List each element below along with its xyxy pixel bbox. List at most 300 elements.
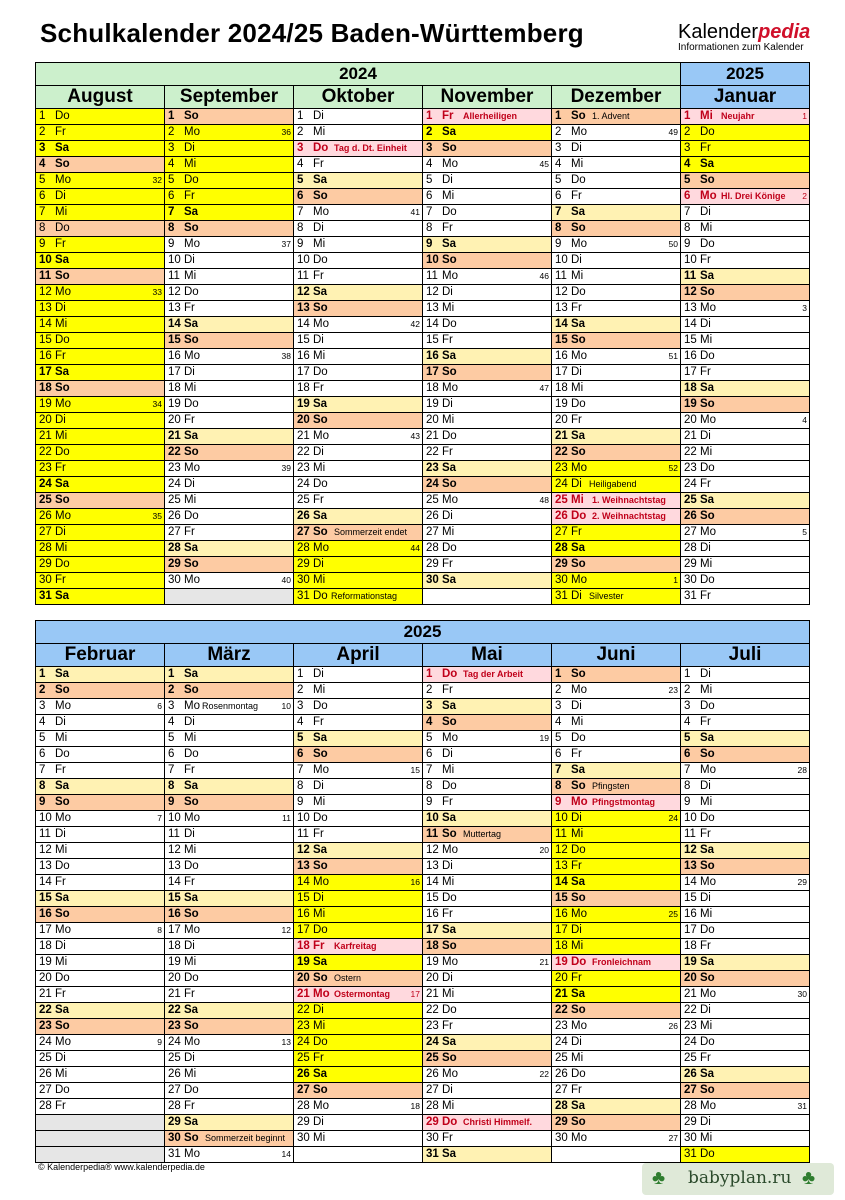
day-cell[interactable] <box>294 333 423 349</box>
day-cell[interactable] <box>165 413 294 429</box>
day-cell[interactable] <box>423 987 552 1003</box>
day-cell[interactable] <box>681 493 810 509</box>
day-cell[interactable] <box>552 477 681 493</box>
day-cell[interactable] <box>423 365 552 381</box>
day-cell[interactable] <box>552 253 681 269</box>
day-cell[interactable] <box>36 683 165 699</box>
day-cell[interactable] <box>36 557 165 573</box>
day-cell[interactable] <box>36 859 165 875</box>
day-cell[interactable] <box>36 525 165 541</box>
day-cell[interactable] <box>552 763 681 779</box>
day-cell[interactable] <box>36 1067 165 1083</box>
day-cell[interactable] <box>36 1035 165 1051</box>
day-cell[interactable] <box>681 1019 810 1035</box>
day-cell[interactable] <box>165 301 294 317</box>
day-cell[interactable] <box>681 875 810 891</box>
day-cell[interactable] <box>36 987 165 1003</box>
day-cell[interactable] <box>294 1051 423 1067</box>
day-cell[interactable] <box>552 381 681 397</box>
day-cell[interactable] <box>552 1067 681 1083</box>
day-cell[interactable] <box>681 509 810 525</box>
day-cell[interactable] <box>681 205 810 221</box>
day-cell[interactable] <box>423 1019 552 1035</box>
day-cell[interactable] <box>423 795 552 811</box>
day-cell[interactable] <box>165 477 294 493</box>
day-cell[interactable] <box>294 859 423 875</box>
day-cell[interactable] <box>681 1067 810 1083</box>
day-cell[interactable] <box>36 763 165 779</box>
day-cell[interactable] <box>294 923 423 939</box>
day-cell[interactable] <box>423 253 552 269</box>
day-cell[interactable] <box>36 269 165 285</box>
day-cell[interactable] <box>681 763 810 779</box>
day-cell[interactable] <box>552 573 681 589</box>
day-cell[interactable] <box>423 763 552 779</box>
day-cell[interactable] <box>423 205 552 221</box>
day-cell[interactable] <box>294 699 423 715</box>
day-cell[interactable] <box>423 141 552 157</box>
day-cell[interactable] <box>165 955 294 971</box>
day-cell[interactable] <box>423 509 552 525</box>
day-cell[interactable] <box>681 1131 810 1147</box>
day-cell[interactable] <box>681 1035 810 1051</box>
day-cell[interactable] <box>165 1003 294 1019</box>
day-cell[interactable] <box>681 1099 810 1115</box>
day-cell[interactable] <box>681 971 810 987</box>
day-cell[interactable] <box>552 189 681 205</box>
day-cell[interactable] <box>552 1131 681 1147</box>
day-cell[interactable] <box>165 253 294 269</box>
day-cell[interactable] <box>423 477 552 493</box>
day-cell[interactable] <box>36 699 165 715</box>
day-cell[interactable] <box>681 253 810 269</box>
day-cell[interactable] <box>165 349 294 365</box>
day-cell[interactable] <box>165 429 294 445</box>
day-cell[interactable] <box>36 541 165 557</box>
day-cell[interactable] <box>165 779 294 795</box>
day-cell[interactable] <box>36 141 165 157</box>
day-cell[interactable] <box>36 237 165 253</box>
day-cell[interactable] <box>294 971 423 987</box>
day-cell[interactable] <box>552 715 681 731</box>
day-cell[interactable] <box>681 699 810 715</box>
day-cell[interactable] <box>294 413 423 429</box>
day-cell[interactable] <box>165 875 294 891</box>
day-cell[interactable] <box>552 1115 681 1131</box>
day-cell[interactable] <box>552 875 681 891</box>
day-cell[interactable] <box>552 365 681 381</box>
day-cell[interactable] <box>423 971 552 987</box>
day-cell[interactable] <box>294 907 423 923</box>
day-cell[interactable] <box>294 1099 423 1115</box>
day-cell[interactable] <box>423 109 552 125</box>
day-cell[interactable] <box>552 1035 681 1051</box>
day-cell[interactable] <box>36 715 165 731</box>
day-cell[interactable] <box>294 477 423 493</box>
day-cell[interactable] <box>294 205 423 221</box>
day-cell[interactable] <box>36 875 165 891</box>
day-cell[interactable] <box>681 747 810 763</box>
kalenderpedia-logo[interactable] <box>678 22 818 54</box>
day-cell[interactable] <box>294 573 423 589</box>
day-cell[interactable] <box>681 1051 810 1067</box>
day-cell[interactable] <box>294 253 423 269</box>
day-cell[interactable] <box>294 1067 423 1083</box>
day-cell[interactable] <box>423 557 552 573</box>
day-cell[interactable] <box>165 509 294 525</box>
day-cell[interactable] <box>552 779 681 795</box>
day-cell[interactable] <box>552 301 681 317</box>
day-cell[interactable] <box>36 349 165 365</box>
day-cell[interactable] <box>36 221 165 237</box>
day-cell[interactable] <box>681 317 810 333</box>
day-cell[interactable] <box>36 317 165 333</box>
day-cell[interactable] <box>681 285 810 301</box>
day-cell[interactable] <box>165 285 294 301</box>
day-cell[interactable] <box>165 125 294 141</box>
day-cell[interactable] <box>165 1035 294 1051</box>
day-cell[interactable] <box>681 429 810 445</box>
day-cell[interactable] <box>294 365 423 381</box>
day-cell[interactable] <box>552 157 681 173</box>
day-cell[interactable] <box>165 971 294 987</box>
day-cell[interactable] <box>423 221 552 237</box>
day-cell[interactable] <box>165 859 294 875</box>
day-cell[interactable] <box>36 939 165 955</box>
day-cell[interactable] <box>36 413 165 429</box>
day-cell[interactable] <box>552 557 681 573</box>
day-cell[interactable] <box>681 683 810 699</box>
day-cell[interactable] <box>294 1131 423 1147</box>
day-cell[interactable] <box>165 1083 294 1099</box>
day-cell[interactable] <box>294 509 423 525</box>
day-cell[interactable] <box>294 125 423 141</box>
day-cell[interactable] <box>681 573 810 589</box>
day-cell[interactable] <box>423 1003 552 1019</box>
day-cell[interactable] <box>423 1083 552 1099</box>
day-cell[interactable] <box>165 541 294 557</box>
day-cell[interactable] <box>681 445 810 461</box>
day-cell[interactable] <box>294 875 423 891</box>
day-cell[interactable] <box>165 699 294 715</box>
day-cell[interactable] <box>165 907 294 923</box>
day-cell[interactable] <box>681 365 810 381</box>
day-cell[interactable] <box>36 429 165 445</box>
day-cell[interactable] <box>681 173 810 189</box>
day-cell[interactable] <box>165 397 294 413</box>
day-cell[interactable] <box>423 843 552 859</box>
day-cell[interactable] <box>552 445 681 461</box>
day-cell[interactable] <box>681 891 810 907</box>
day-cell[interactable] <box>165 557 294 573</box>
day-cell[interactable] <box>423 285 552 301</box>
day-cell[interactable] <box>423 493 552 509</box>
day-cell[interactable] <box>681 301 810 317</box>
day-cell[interactable] <box>681 827 810 843</box>
day-cell[interactable] <box>552 795 681 811</box>
day-cell[interactable] <box>552 413 681 429</box>
day-cell[interactable] <box>36 253 165 269</box>
day-cell[interactable] <box>165 987 294 1003</box>
day-cell[interactable] <box>552 317 681 333</box>
day-cell[interactable] <box>552 269 681 285</box>
day-cell[interactable] <box>681 955 810 971</box>
day-cell[interactable] <box>423 1115 552 1131</box>
day-cell[interactable] <box>552 461 681 477</box>
day-cell[interactable] <box>165 525 294 541</box>
day-cell[interactable] <box>552 525 681 541</box>
day-cell[interactable] <box>681 189 810 205</box>
day-cell[interactable] <box>165 573 294 589</box>
day-cell[interactable] <box>423 1131 552 1147</box>
day-cell[interactable] <box>165 1019 294 1035</box>
day-cell[interactable] <box>552 285 681 301</box>
day-cell[interactable] <box>681 859 810 875</box>
day-cell[interactable] <box>165 205 294 221</box>
day-cell[interactable] <box>165 445 294 461</box>
day-cell[interactable] <box>681 589 810 605</box>
day-cell[interactable] <box>165 221 294 237</box>
day-cell[interactable] <box>294 445 423 461</box>
day-cell[interactable] <box>552 1003 681 1019</box>
day-cell[interactable] <box>36 573 165 589</box>
day-cell[interactable] <box>423 525 552 541</box>
day-cell[interactable] <box>681 1115 810 1131</box>
day-cell[interactable] <box>165 939 294 955</box>
day-cell[interactable] <box>552 891 681 907</box>
day-cell[interactable] <box>552 907 681 923</box>
day-cell[interactable] <box>423 907 552 923</box>
day-cell[interactable] <box>36 827 165 843</box>
day-cell[interactable] <box>36 205 165 221</box>
day-cell[interactable] <box>36 1003 165 1019</box>
day-cell[interactable] <box>423 811 552 827</box>
day-cell[interactable] <box>294 189 423 205</box>
day-cell[interactable] <box>552 397 681 413</box>
day-cell[interactable] <box>294 317 423 333</box>
day-cell[interactable] <box>36 333 165 349</box>
day-cell[interactable] <box>552 1019 681 1035</box>
day-cell[interactable] <box>552 923 681 939</box>
day-cell[interactable] <box>294 843 423 859</box>
day-cell[interactable] <box>681 843 810 859</box>
day-cell[interactable] <box>36 589 165 605</box>
day-cell[interactable] <box>36 477 165 493</box>
day-cell[interactable] <box>294 939 423 955</box>
day-cell[interactable] <box>423 413 552 429</box>
day-cell[interactable] <box>423 125 552 141</box>
day-cell[interactable] <box>165 493 294 509</box>
day-cell[interactable] <box>552 1051 681 1067</box>
day-cell[interactable] <box>552 971 681 987</box>
day-cell[interactable] <box>681 397 810 413</box>
day-cell[interactable] <box>423 747 552 763</box>
day-cell[interactable] <box>681 1147 810 1163</box>
day-cell[interactable] <box>423 541 552 557</box>
day-cell[interactable] <box>294 269 423 285</box>
day-cell[interactable] <box>165 365 294 381</box>
day-cell[interactable] <box>294 891 423 907</box>
day-cell[interactable] <box>681 221 810 237</box>
day-cell[interactable] <box>36 173 165 189</box>
day-cell[interactable] <box>423 827 552 843</box>
day-cell[interactable] <box>423 1067 552 1083</box>
day-cell[interactable] <box>165 461 294 477</box>
day-cell[interactable] <box>552 843 681 859</box>
day-cell[interactable] <box>681 811 810 827</box>
day-cell[interactable] <box>36 109 165 125</box>
day-cell[interactable] <box>552 747 681 763</box>
day-cell[interactable] <box>36 923 165 939</box>
day-cell[interactable] <box>165 843 294 859</box>
day-cell[interactable] <box>165 715 294 731</box>
day-cell[interactable] <box>165 317 294 333</box>
day-cell[interactable] <box>294 1003 423 1019</box>
day-cell[interactable] <box>552 683 681 699</box>
day-cell[interactable] <box>552 589 681 605</box>
day-cell[interactable] <box>681 461 810 477</box>
day-cell[interactable] <box>36 1083 165 1099</box>
day-cell[interactable] <box>423 317 552 333</box>
day-cell[interactable] <box>681 477 810 493</box>
day-cell[interactable] <box>552 141 681 157</box>
day-cell[interactable] <box>294 141 423 157</box>
day-cell[interactable] <box>552 699 681 715</box>
day-cell[interactable] <box>294 429 423 445</box>
day-cell[interactable] <box>165 795 294 811</box>
day-cell[interactable] <box>36 493 165 509</box>
day-cell[interactable] <box>294 109 423 125</box>
day-cell[interactable] <box>165 237 294 253</box>
day-cell[interactable] <box>36 285 165 301</box>
day-cell[interactable] <box>165 1147 294 1163</box>
day-cell[interactable] <box>165 141 294 157</box>
day-cell[interactable] <box>681 157 810 173</box>
day-cell[interactable] <box>294 493 423 509</box>
day-cell[interactable] <box>423 891 552 907</box>
day-cell[interactable] <box>681 795 810 811</box>
day-cell[interactable] <box>294 955 423 971</box>
day-cell[interactable] <box>681 731 810 747</box>
day-cell[interactable] <box>36 301 165 317</box>
day-cell[interactable] <box>681 667 810 683</box>
day-cell[interactable] <box>552 125 681 141</box>
day-cell[interactable] <box>294 1035 423 1051</box>
day-cell[interactable] <box>165 269 294 285</box>
day-cell[interactable] <box>552 221 681 237</box>
day-cell[interactable] <box>552 205 681 221</box>
day-cell[interactable] <box>294 1115 423 1131</box>
day-cell[interactable] <box>294 237 423 253</box>
day-cell[interactable] <box>36 461 165 477</box>
day-cell[interactable] <box>36 365 165 381</box>
day-cell[interactable] <box>423 939 552 955</box>
day-cell[interactable] <box>294 987 423 1003</box>
day-cell[interactable] <box>165 763 294 779</box>
day-cell[interactable] <box>294 731 423 747</box>
day-cell[interactable] <box>681 907 810 923</box>
day-cell[interactable] <box>552 1099 681 1115</box>
day-cell[interactable] <box>294 763 423 779</box>
day-cell[interactable] <box>552 939 681 955</box>
day-cell[interactable] <box>294 747 423 763</box>
day-cell[interactable] <box>165 1131 294 1147</box>
day-cell[interactable] <box>552 1083 681 1099</box>
day-cell[interactable] <box>36 811 165 827</box>
day-cell[interactable] <box>36 747 165 763</box>
day-cell[interactable] <box>294 667 423 683</box>
day-cell[interactable] <box>165 1099 294 1115</box>
day-cell[interactable] <box>681 715 810 731</box>
day-cell[interactable] <box>36 891 165 907</box>
day-cell[interactable] <box>423 1099 552 1115</box>
day-cell[interactable] <box>165 747 294 763</box>
day-cell[interactable] <box>294 349 423 365</box>
day-cell[interactable] <box>681 1003 810 1019</box>
day-cell[interactable] <box>36 971 165 987</box>
day-cell[interactable] <box>165 1115 294 1131</box>
day-cell[interactable] <box>423 699 552 715</box>
day-cell[interactable] <box>681 779 810 795</box>
day-cell[interactable] <box>681 333 810 349</box>
day-cell[interactable] <box>165 731 294 747</box>
day-cell[interactable] <box>681 557 810 573</box>
day-cell[interactable] <box>423 955 552 971</box>
day-cell[interactable] <box>423 573 552 589</box>
day-cell[interactable] <box>681 237 810 253</box>
day-cell[interactable] <box>423 1035 552 1051</box>
day-cell[interactable] <box>423 859 552 875</box>
day-cell[interactable] <box>294 589 423 605</box>
day-cell[interactable] <box>294 285 423 301</box>
day-cell[interactable] <box>423 1147 552 1163</box>
day-cell[interactable] <box>36 1019 165 1035</box>
day-cell[interactable] <box>423 301 552 317</box>
day-cell[interactable] <box>681 125 810 141</box>
day-cell[interactable] <box>423 429 552 445</box>
day-cell[interactable] <box>552 955 681 971</box>
day-cell[interactable] <box>294 221 423 237</box>
day-cell[interactable] <box>423 269 552 285</box>
day-cell[interactable] <box>423 461 552 477</box>
day-cell[interactable] <box>423 349 552 365</box>
day-cell[interactable] <box>552 731 681 747</box>
day-cell[interactable] <box>165 333 294 349</box>
day-cell[interactable] <box>36 667 165 683</box>
day-cell[interactable] <box>294 173 423 189</box>
day-cell[interactable] <box>552 333 681 349</box>
day-cell[interactable] <box>294 683 423 699</box>
day-cell[interactable] <box>681 381 810 397</box>
day-cell[interactable] <box>36 843 165 859</box>
day-cell[interactable] <box>294 157 423 173</box>
day-cell[interactable] <box>423 779 552 795</box>
day-cell[interactable] <box>294 827 423 843</box>
day-cell[interactable] <box>36 1051 165 1067</box>
day-cell[interactable] <box>423 157 552 173</box>
day-cell[interactable] <box>552 173 681 189</box>
day-cell[interactable] <box>423 397 552 413</box>
day-cell[interactable] <box>552 827 681 843</box>
day-cell[interactable] <box>423 731 552 747</box>
day-cell[interactable] <box>165 1051 294 1067</box>
day-cell[interactable] <box>294 715 423 731</box>
day-cell[interactable] <box>552 541 681 557</box>
day-cell[interactable] <box>294 779 423 795</box>
day-cell[interactable] <box>681 1083 810 1099</box>
day-cell[interactable] <box>165 827 294 843</box>
day-cell[interactable] <box>294 557 423 573</box>
